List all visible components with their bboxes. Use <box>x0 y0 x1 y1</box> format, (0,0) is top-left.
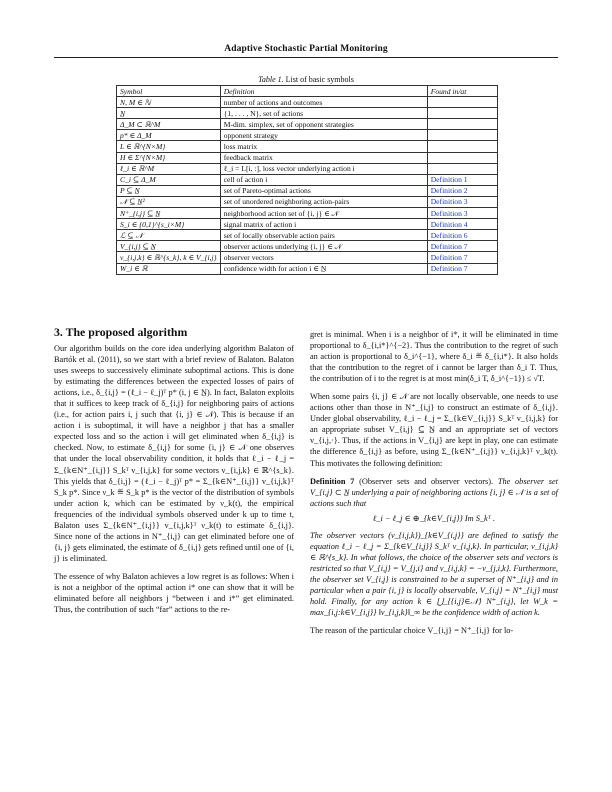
found-in-cell <box>427 130 497 141</box>
definition-cell: set of unordered neighboring action-pairs <box>220 196 427 207</box>
symbol-cell: L ∈ ℝ^{N×M} <box>117 141 221 152</box>
table-caption-label: Table 1. <box>258 75 284 84</box>
table-row <box>117 119 498 130</box>
table-caption <box>0 75 612 84</box>
table-row <box>117 196 498 207</box>
found-in-cell <box>427 108 497 119</box>
table-row <box>117 152 498 163</box>
running-header: Adaptive Stochastic Partial Monitoring <box>224 44 388 54</box>
table-row <box>117 141 498 152</box>
section-title: 3. The proposed algorithm <box>54 325 188 339</box>
definition-cell: M-dim. simplex, set of opponent strategies <box>220 119 427 130</box>
found-in-cell <box>427 163 497 174</box>
symbol-cell: ℓ_i ∈ ℝ^M <box>117 163 221 174</box>
left-column <box>54 343 294 622</box>
found-in-cell[interactable]: Definition 3 <box>427 196 497 207</box>
found-in-cell[interactable]: Definition 4 <box>427 219 497 230</box>
table-header-definition: Definition <box>220 86 427 97</box>
definition-title: Definition 7 <box>310 476 355 486</box>
definition-equation: ℓ_i − ℓ_j ∈ ⊕_{k∈V_{i,j}} Im S_kᵀ . <box>372 513 496 523</box>
found-in-cell <box>427 152 497 163</box>
left-paragraph-2: The essence of why Balaton achieves a low regret is as follows: When i is not a neighbor of the optimal action i* one can show that it will be eliminated before all neighbors j “between i and i*” get eliminated. Thus, the contribution of such “far” actions to the re- <box>54 571 294 615</box>
found-in-cell[interactable]: Definition 7 <box>427 252 497 263</box>
definition-cell: cell of action i <box>220 174 427 185</box>
found-in-cell[interactable]: Definition 7 <box>427 241 497 252</box>
right-column <box>310 329 558 643</box>
table-row <box>117 174 498 185</box>
table-row <box>117 185 498 196</box>
found-in-cell <box>427 97 497 108</box>
definition-cell: opponent strategy <box>220 130 427 141</box>
left-paragraph-1: Our algorithm builds on the core idea underlying algorithm Balaton of Bartók et al. (2011), so we start with a brief review of Balaton. Balaton uses sweeps to successively eliminate suboptimal actions. This is done by estimating the differences between the expected losses of pairs of actions, i.e., δ_{i,j} = (ℓ_i − ℓ_j)ᵀ p* (i, j ∈ N̲). In fact, Balaton exploits that it suffices to keep track of δ_{i,j} for neighboring pairs of actions (i.e., for action pairs i, j such that {i, j} ∈ 𝒩). This is because if an action i is suboptimal, it will have a neighbor j that has a smaller expected loss and so the action i will get eliminated when δ_{i,j} is checked. Now, to estimate δ_{i,j} for some {i, j} ∈ 𝒩 one observes that under the local observability condition, it holds that ℓ_i − ℓ_j = Σ_{k∈N⁺_{i,j}} S_kᵀ v_{i,j,k} for some vectors v_{i,j,k} ∈ ℝ^{s_k}. This yields that δ_{i,j} = (ℓ_i − ℓ_j)ᵀ p* = Σ_{k∈N⁺_{i,j}} v_{i,j,k}ᵀ S_k p*. Since ν_k ≝ S_k p* is the vector of the distribution of symbols under action k, which can be estimated by ν_k(t), the empirical frequencies of the individual symbols observed under k up to time t, Balaton uses Σ_{k∈N⁺_{i,j}} v_{i,j,k}ᵀ ν_k(t) to estimate δ_{i,j}. Since none of the actions in N⁺_{i,j} can get eliminated before one of {i, j} gets eliminated, the estimate of δ_{i,j} gets refined until one of {i, j} is eliminated. <box>54 344 294 563</box>
found-in-cell <box>427 141 497 152</box>
definition-cell: observer vectors <box>220 252 427 263</box>
symbol-cell: p* ∈ Δ_M <box>117 130 221 141</box>
definition-cell: set of Pareto-optimal actions <box>220 185 427 196</box>
found-in-cell[interactable]: Definition 7 <box>427 263 497 274</box>
table-row <box>117 263 498 274</box>
table-header-row <box>117 86 498 97</box>
symbol-cell: S_i ∈ {0,1}^{s_i×M} <box>117 219 221 230</box>
symbols-table <box>116 85 498 275</box>
symbol-cell: N⁺_{i,j} ⊆ N̲ <box>117 208 221 219</box>
definition-cell: loss matrix <box>220 141 427 152</box>
definition-cell: ℓ_i = L[i, :], loss vector underlying action i <box>220 163 427 174</box>
definition-paren: (Observer sets and observer vectors). <box>359 476 494 486</box>
table-caption-text: List of basic symbols <box>285 75 354 84</box>
table-row <box>117 208 498 219</box>
definition-cell: neighborhood action set of {i, j} ∈ 𝒩 <box>220 208 427 219</box>
symbol-cell: N̲ <box>117 108 221 119</box>
table-row <box>117 230 498 241</box>
symbol-cell: H ∈ Σ^{N×M} <box>117 152 221 163</box>
table-header-symbol: Symbol <box>117 86 221 97</box>
symbol-cell: N, M ∈ ℕ <box>117 97 221 108</box>
definition-cell: observer actions underlying {i, j} ∈ 𝒩 <box>220 241 427 252</box>
symbol-cell: W_i ∈ ℝ <box>117 263 221 274</box>
definition-7 <box>310 476 558 509</box>
definition-cell: confidence width for action i ∈ N̲ <box>220 263 427 274</box>
definition-body: The observer set V_{i,j} ⊂ N̲ underlying a pair of neighboring actions {i, j} ∈ 𝒩 is a set of actions such that <box>310 476 559 508</box>
table-row <box>117 252 498 263</box>
definition-cell: number of actions and outcomes <box>220 97 427 108</box>
symbol-cell: P ⊆ N̲ <box>117 185 221 196</box>
right-paragraph-2: When some pairs {i, j} ∈ 𝒩 are not locally observable, one needs to use actions other than those in N⁺_{i,j} to construct an estimate of δ_{i,j}. Under global observability, ℓ_i − ℓ_j = Σ_{k∈V_{i,j}} S_kᵀ v_{i,j,k} for an appropriate subset V_{i,j} ⊆ N̲ and an appropriate set of vectors v_{i,j,·}. Thus, if the actions in V_{i,j} are kept in play, one can estimate the difference δ_{i,j} as before, using Σ_{k∈N⁺_{i,j}} v_{i,j,k}ᵀ ν_k(t). This motivates the following definition: <box>310 392 558 468</box>
table-row <box>117 97 498 108</box>
table-header-found: Found in/at <box>427 86 497 97</box>
symbol-cell: v_{i,j,k} ∈ ℝ^{s_k}, k ∈ V_{i,j} <box>117 252 221 263</box>
header-rule <box>54 57 558 58</box>
symbol-cell: 𝒩 ⊆ N̲² <box>117 196 221 207</box>
definition-cell: signal matrix of action i <box>220 219 427 230</box>
symbol-cell: ℒ ⊆ 𝒩 <box>117 230 221 241</box>
table-row <box>117 130 498 141</box>
definition-body-2: The observer vectors (v_{i,j,k})_{k∈V_{i,j}} are defined to satisfy the equation ℓ_i − ℓ_j = Σ_{k∈V_{i,j}} S_kᵀ v_{i,j,k}. In particular, v_{i,j,k} ∈ ℝ^{s_k}. In what follows, the choice of the observer sets and vectors is restricted so that V_{i,j} = V_{j,i} and v_{i,j,k} = −v_{j,i,k}. Furthermore, the observer set V_{i,j} is constrained to be a superset of N⁺_{i,j} and in particular when a pair {i, j} is locally observable, V_{i,j} = N⁺_{i,j} must hold. Finally, for any action k ∈ ⋃_{{i,j}∈𝒩} N⁺_{i,j}, let W_k = max_{i,j:k∈V_{i,j}} ‖v_{i,j,k}‖_∞ be the confidence width of action k. <box>310 530 558 618</box>
symbol-cell: Δ_M ⊂ ℝ^M <box>117 119 221 130</box>
symbol-cell: C_i ⊆ Δ_M <box>117 174 221 185</box>
found-in-cell[interactable]: Definition 3 <box>427 208 497 219</box>
right-paragraph-3: The reason of the particular choice V_{i,j} = N⁺_{i,j} for lo- <box>310 626 514 636</box>
found-in-cell[interactable]: Definition 1 <box>427 174 497 185</box>
found-in-cell[interactable]: Definition 6 <box>427 230 497 241</box>
definition-cell: {1, . . . , N}, set of actions <box>220 108 427 119</box>
found-in-cell <box>427 119 497 130</box>
definition-cell: set of locally observable action pairs <box>220 230 427 241</box>
found-in-cell[interactable]: Definition 2 <box>427 185 497 196</box>
definition-cell: feedback matrix <box>220 152 427 163</box>
table-row <box>117 108 498 119</box>
table-row <box>117 219 498 230</box>
table-row <box>117 241 498 252</box>
right-paragraph-1: gret is minimal. When i is a neighbor of i*, it will be eliminated in time proportional to δ_{i,i*}^{−2}. Thus the contribution to the regret of such an action is proportional to δ_i^{−1}, where δ_i ≝ δ_{i,i*}. It also holds that the contribution to the regret of i cannot be larger than δ_i T. Thus, the contribution of i to the regret is at most min(δ_i T, δ_i^{−1}) ≤ √T. <box>310 330 558 384</box>
table-body <box>117 97 498 275</box>
symbol-cell: V_{i,j} ⊆ N̲ <box>117 241 221 252</box>
table-row <box>117 163 498 174</box>
